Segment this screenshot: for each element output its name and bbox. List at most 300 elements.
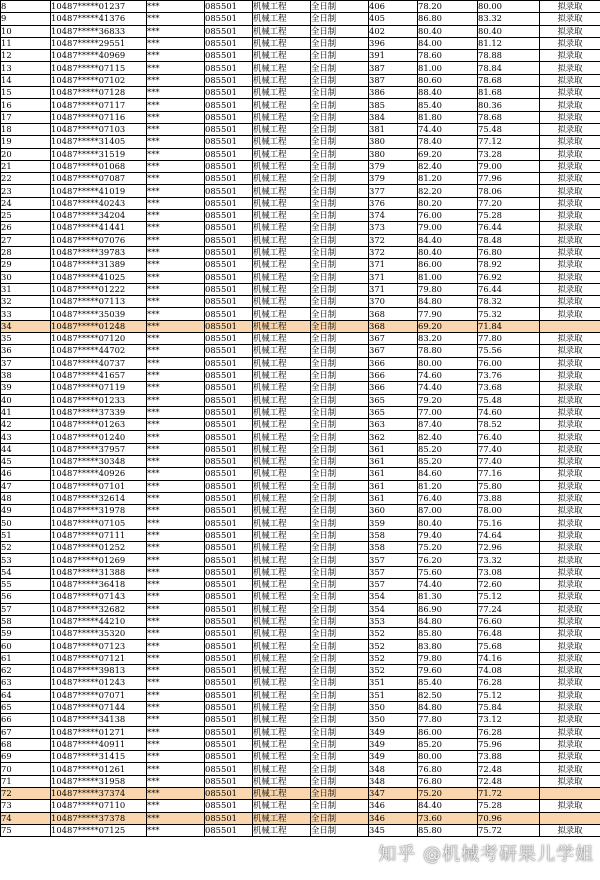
candidate-id-cell: 10487*****07144 <box>51 701 147 713</box>
row-index-cell: 26 <box>1 222 51 234</box>
candidate-name-cell: *** <box>147 455 205 467</box>
major-code-cell: 085501 <box>205 74 253 86</box>
watermark-text: 知乎 @机械考研果儿学姐 <box>378 844 594 865</box>
admission-result-cell: 拟录取 <box>540 751 600 763</box>
initial-score-cell: 366 <box>369 357 418 369</box>
row-index-cell: 68 <box>1 738 51 750</box>
table-row <box>1 431 600 443</box>
candidate-name-cell: *** <box>147 13 205 25</box>
admission-result-cell: 拟录取 <box>540 271 600 283</box>
candidate-id-cell: 10487*****31415 <box>51 751 147 763</box>
candidate-name-cell: *** <box>147 591 205 603</box>
retest-score-cell: 79.20 <box>418 394 478 406</box>
final-score-cell: 77.80 <box>478 333 540 345</box>
admission-result-cell: 拟录取 <box>540 1 600 13</box>
final-score-cell: 73.08 <box>478 566 540 578</box>
final-score-cell: 75.12 <box>478 591 540 603</box>
table-row <box>1 615 600 627</box>
final-score-cell: 78.92 <box>478 259 540 271</box>
study-mode-cell: 全日制 <box>311 74 369 86</box>
study-mode-cell: 全日制 <box>311 689 369 701</box>
candidate-name-cell: *** <box>147 738 205 750</box>
admission-result-cell: 拟录取 <box>540 382 600 394</box>
retest-score-cell: 78.20 <box>418 1 478 13</box>
table-row <box>1 369 600 381</box>
admission-result-cell: 拟录取 <box>540 800 600 812</box>
candidate-name-cell: *** <box>147 529 205 541</box>
major-name-cell: 机械工程 <box>253 1 311 13</box>
retest-score-cell: 73.60 <box>418 812 478 824</box>
candidate-id-cell: 10487*****37957 <box>51 443 147 455</box>
major-name-cell: 机械工程 <box>253 578 311 590</box>
initial-score-cell: 358 <box>369 529 418 541</box>
study-mode-cell: 全日制 <box>311 492 369 504</box>
study-mode-cell: 全日制 <box>311 788 369 800</box>
initial-score-cell: 354 <box>369 603 418 615</box>
admission-result-cell: 拟录取 <box>540 714 600 726</box>
major-code-cell: 085501 <box>205 689 253 701</box>
candidate-name-cell: *** <box>147 87 205 99</box>
major-name-cell: 机械工程 <box>253 357 311 369</box>
retest-score-cell: 80.20 <box>418 197 478 209</box>
study-mode-cell: 全日制 <box>311 148 369 160</box>
final-score-cell: 77.12 <box>478 136 540 148</box>
candidate-id-cell: 10487*****07123 <box>51 640 147 652</box>
major-name-cell: 机械工程 <box>253 738 311 750</box>
candidate-name-cell: *** <box>147 234 205 246</box>
study-mode-cell: 全日制 <box>311 468 369 480</box>
admission-result-cell: 拟录取 <box>540 542 600 554</box>
table-row <box>1 665 600 677</box>
candidate-name-cell: *** <box>147 185 205 197</box>
retest-score-cell: 80.40 <box>418 246 478 258</box>
admission-result-cell: 拟录取 <box>540 74 600 86</box>
admission-result-cell: 拟录取 <box>540 357 600 369</box>
initial-score-cell: 368 <box>369 320 418 332</box>
major-code-cell: 085501 <box>205 738 253 750</box>
major-code-cell: 085501 <box>205 173 253 185</box>
admission-result-cell: 拟录取 <box>540 517 600 529</box>
initial-score-cell: 359 <box>369 517 418 529</box>
final-score-cell: 75.80 <box>478 480 540 492</box>
major-name-cell: 机械工程 <box>253 603 311 615</box>
final-score-cell: 78.06 <box>478 185 540 197</box>
row-index-cell: 41 <box>1 406 51 418</box>
candidate-id-cell: 10487*****07119 <box>51 382 147 394</box>
final-score-cell: 75.56 <box>478 345 540 357</box>
row-index-cell: 66 <box>1 714 51 726</box>
major-code-cell: 085501 <box>205 369 253 381</box>
final-score-cell: 75.84 <box>478 701 540 713</box>
admission-result-cell: 拟录取 <box>540 689 600 701</box>
major-name-cell: 机械工程 <box>253 689 311 701</box>
candidate-id-cell: 10487*****37378 <box>51 812 147 824</box>
row-index-cell: 62 <box>1 665 51 677</box>
retest-score-cell: 74.40 <box>418 382 478 394</box>
candidate-name-cell: *** <box>147 357 205 369</box>
initial-score-cell: 345 <box>369 824 418 836</box>
table-row <box>1 99 600 111</box>
initial-score-cell: 385 <box>369 99 418 111</box>
retest-score-cell: 76.80 <box>418 775 478 787</box>
initial-score-cell: 361 <box>369 492 418 504</box>
candidate-id-cell: 10487*****44210 <box>51 615 147 627</box>
admission-result-cell: 拟录取 <box>540 492 600 504</box>
major-name-cell: 机械工程 <box>253 443 311 455</box>
retest-score-cell: 79.80 <box>418 652 478 664</box>
row-index-cell: 14 <box>1 74 51 86</box>
study-mode-cell: 全日制 <box>311 406 369 418</box>
table-row <box>1 13 600 25</box>
major-code-cell: 085501 <box>205 726 253 738</box>
retest-score-cell: 83.80 <box>418 640 478 652</box>
final-score-cell: 78.32 <box>478 296 540 308</box>
row-index-cell: 21 <box>1 160 51 172</box>
major-name-cell: 机械工程 <box>253 308 311 320</box>
major-name-cell: 机械工程 <box>253 701 311 713</box>
candidate-name-cell: *** <box>147 62 205 74</box>
initial-score-cell: 366 <box>369 369 418 381</box>
major-name-cell: 机械工程 <box>253 517 311 529</box>
major-code-cell: 085501 <box>205 111 253 123</box>
table-row <box>1 345 600 357</box>
initial-score-cell: 371 <box>369 259 418 271</box>
table-row <box>1 578 600 590</box>
candidate-id-cell: 10487*****01068 <box>51 160 147 172</box>
major-code-cell: 085501 <box>205 222 253 234</box>
candidate-name-cell: *** <box>147 788 205 800</box>
candidate-id-cell: 10487*****07117 <box>51 99 147 111</box>
row-index-cell: 63 <box>1 677 51 689</box>
study-mode-cell: 全日制 <box>311 345 369 357</box>
initial-score-cell: 357 <box>369 554 418 566</box>
major-code-cell: 085501 <box>205 87 253 99</box>
table-row <box>1 591 600 603</box>
initial-score-cell: 349 <box>369 726 418 738</box>
table-row <box>1 714 600 726</box>
row-index-cell: 54 <box>1 566 51 578</box>
retest-score-cell: 81.80 <box>418 111 478 123</box>
admission-result-cell: 拟录取 <box>540 136 600 148</box>
final-score-cell: 77.16 <box>478 468 540 480</box>
admission-result-cell: 拟录取 <box>540 468 600 480</box>
study-mode-cell: 全日制 <box>311 1 369 13</box>
row-index-cell: 43 <box>1 431 51 443</box>
candidate-name-cell: *** <box>147 566 205 578</box>
row-index-cell: 47 <box>1 480 51 492</box>
row-index-cell: 17 <box>1 111 51 123</box>
row-index-cell: 65 <box>1 701 51 713</box>
table-row <box>1 259 600 271</box>
final-score-cell: 75.68 <box>478 640 540 652</box>
initial-score-cell: 372 <box>369 234 418 246</box>
admission-result-cell: 拟录取 <box>540 591 600 603</box>
retest-score-cell: 77.90 <box>418 308 478 320</box>
admission-result-cell: 拟录取 <box>540 222 600 234</box>
row-index-cell: 39 <box>1 382 51 394</box>
retest-score-cell: 78.40 <box>418 136 478 148</box>
study-mode-cell: 全日制 <box>311 246 369 258</box>
admission-result-cell: 拟录取 <box>540 62 600 74</box>
initial-score-cell: 379 <box>369 173 418 185</box>
row-index-cell: 16 <box>1 99 51 111</box>
candidate-id-cell: 10487*****31978 <box>51 505 147 517</box>
major-name-cell: 机械工程 <box>253 320 311 332</box>
retest-score-cell: 86.90 <box>418 603 478 615</box>
major-code-cell: 085501 <box>205 320 253 332</box>
table-row <box>1 455 600 467</box>
candidate-name-cell: *** <box>147 320 205 332</box>
initial-score-cell: 406 <box>369 1 418 13</box>
candidate-name-cell: *** <box>147 333 205 345</box>
final-score-cell: 75.12 <box>478 689 540 701</box>
retest-score-cell: 88.40 <box>418 87 478 99</box>
major-name-cell: 机械工程 <box>253 259 311 271</box>
row-index-cell: 25 <box>1 210 51 222</box>
final-score-cell: 74.64 <box>478 529 540 541</box>
study-mode-cell: 全日制 <box>311 529 369 541</box>
retest-score-cell: 85.20 <box>418 738 478 750</box>
major-name-cell: 机械工程 <box>253 173 311 185</box>
admission-result-cell <box>540 788 600 800</box>
major-name-cell: 机械工程 <box>253 788 311 800</box>
final-score-cell: 73.12 <box>478 714 540 726</box>
study-mode-cell: 全日制 <box>311 775 369 787</box>
study-mode-cell: 全日制 <box>311 726 369 738</box>
study-mode-cell: 全日制 <box>311 210 369 222</box>
retest-score-cell: 84.40 <box>418 800 478 812</box>
candidate-id-cell: 10487*****01222 <box>51 283 147 295</box>
row-index-cell: 30 <box>1 271 51 283</box>
major-name-cell: 机械工程 <box>253 751 311 763</box>
candidate-name-cell: *** <box>147 517 205 529</box>
major-code-cell: 085501 <box>205 13 253 25</box>
candidate-name-cell: *** <box>147 394 205 406</box>
candidate-name-cell: *** <box>147 246 205 258</box>
admission-result-cell: 拟录取 <box>540 173 600 185</box>
major-name-cell: 机械工程 <box>253 197 311 209</box>
major-name-cell: 机械工程 <box>253 652 311 664</box>
major-name-cell: 机械工程 <box>253 74 311 86</box>
study-mode-cell: 全日制 <box>311 812 369 824</box>
candidate-name-cell: *** <box>147 468 205 480</box>
final-score-cell: 81.68 <box>478 87 540 99</box>
major-name-cell: 机械工程 <box>253 419 311 431</box>
major-name-cell: 机械工程 <box>253 505 311 517</box>
major-code-cell: 085501 <box>205 529 253 541</box>
study-mode-cell: 全日制 <box>311 665 369 677</box>
retest-score-cell: 79.40 <box>418 529 478 541</box>
admission-result-cell: 拟录取 <box>540 123 600 135</box>
major-name-cell: 机械工程 <box>253 50 311 62</box>
initial-score-cell: 362 <box>369 431 418 443</box>
final-score-cell: 76.44 <box>478 283 540 295</box>
major-code-cell: 085501 <box>205 210 253 222</box>
major-code-cell: 085501 <box>205 308 253 320</box>
candidate-id-cell: 10487*****41657 <box>51 369 147 381</box>
study-mode-cell: 全日制 <box>311 554 369 566</box>
table-row <box>1 443 600 455</box>
final-score-cell: 76.60 <box>478 615 540 627</box>
row-index-cell: 64 <box>1 689 51 701</box>
initial-score-cell: 384 <box>369 111 418 123</box>
table-row <box>1 406 600 418</box>
row-index-cell: 74 <box>1 812 51 824</box>
row-index-cell: 13 <box>1 62 51 74</box>
candidate-name-cell: *** <box>147 652 205 664</box>
table-row <box>1 210 600 222</box>
initial-score-cell: 349 <box>369 751 418 763</box>
admission-result-cell: 拟录取 <box>540 148 600 160</box>
final-score-cell: 80.36 <box>478 99 540 111</box>
major-code-cell: 085501 <box>205 333 253 345</box>
initial-score-cell: 368 <box>369 308 418 320</box>
final-score-cell: 75.32 <box>478 308 540 320</box>
candidate-name-cell: *** <box>147 123 205 135</box>
final-score-cell: 70.96 <box>478 812 540 824</box>
final-score-cell: 78.00 <box>478 505 540 517</box>
admission-result-cell: 拟录取 <box>540 701 600 713</box>
table-row <box>1 726 600 738</box>
study-mode-cell: 全日制 <box>311 505 369 517</box>
table-row <box>1 271 600 283</box>
candidate-id-cell: 10487*****29551 <box>51 37 147 49</box>
row-index-cell: 49 <box>1 505 51 517</box>
final-score-cell: 76.00 <box>478 357 540 369</box>
major-code-cell: 085501 <box>205 800 253 812</box>
table-body <box>1 1 600 837</box>
major-code-cell: 085501 <box>205 665 253 677</box>
retest-score-cell: 81.20 <box>418 480 478 492</box>
final-score-cell: 72.48 <box>478 763 540 775</box>
initial-score-cell: 361 <box>369 455 418 467</box>
admission-result-cell: 拟录取 <box>540 665 600 677</box>
row-index-cell: 55 <box>1 578 51 590</box>
table-row <box>1 542 600 554</box>
initial-score-cell: 348 <box>369 775 418 787</box>
retest-score-cell: 79.60 <box>418 665 478 677</box>
major-code-cell: 085501 <box>205 517 253 529</box>
candidate-name-cell: *** <box>147 308 205 320</box>
candidate-id-cell: 10487*****30348 <box>51 455 147 467</box>
candidate-name-cell: *** <box>147 677 205 689</box>
candidate-name-cell: *** <box>147 283 205 295</box>
major-code-cell: 085501 <box>205 345 253 357</box>
row-index-cell: 18 <box>1 123 51 135</box>
row-index-cell: 27 <box>1 234 51 246</box>
final-score-cell: 71.84 <box>478 320 540 332</box>
major-name-cell: 机械工程 <box>253 382 311 394</box>
study-mode-cell: 全日制 <box>311 222 369 234</box>
final-score-cell: 72.96 <box>478 542 540 554</box>
study-mode-cell: 全日制 <box>311 123 369 135</box>
candidate-name-cell: *** <box>147 345 205 357</box>
major-code-cell: 085501 <box>205 640 253 652</box>
candidate-id-cell: 10487*****41376 <box>51 13 147 25</box>
major-name-cell: 机械工程 <box>253 296 311 308</box>
row-index-cell: 9 <box>1 13 51 25</box>
major-code-cell: 085501 <box>205 123 253 135</box>
retest-score-cell: 81.20 <box>418 173 478 185</box>
retest-score-cell: 75.20 <box>418 542 478 554</box>
major-name-cell: 机械工程 <box>253 665 311 677</box>
study-mode-cell: 全日制 <box>311 25 369 37</box>
admission-result-cell: 拟录取 <box>540 308 600 320</box>
major-name-cell: 机械工程 <box>253 554 311 566</box>
final-score-cell: 76.48 <box>478 628 540 640</box>
initial-score-cell: 361 <box>369 443 418 455</box>
initial-score-cell: 387 <box>369 74 418 86</box>
study-mode-cell: 全日制 <box>311 357 369 369</box>
candidate-id-cell: 10487*****07110 <box>51 800 147 812</box>
row-index-cell: 24 <box>1 197 51 209</box>
candidate-id-cell: 10487*****01263 <box>51 419 147 431</box>
retest-score-cell: 86.80 <box>418 13 478 25</box>
study-mode-cell: 全日制 <box>311 603 369 615</box>
major-name-cell: 机械工程 <box>253 726 311 738</box>
major-code-cell: 085501 <box>205 628 253 640</box>
retest-score-cell: 85.40 <box>418 677 478 689</box>
candidate-name-cell: *** <box>147 197 205 209</box>
retest-score-cell: 80.00 <box>418 357 478 369</box>
table-row <box>1 136 600 148</box>
candidate-id-cell: 10487*****07105 <box>51 517 147 529</box>
final-score-cell: 76.80 <box>478 246 540 258</box>
admission-result-cell: 拟录取 <box>540 628 600 640</box>
admission-result-cell: 拟录取 <box>540 529 600 541</box>
row-index-cell: 59 <box>1 628 51 640</box>
candidate-name-cell: *** <box>147 50 205 62</box>
candidate-id-cell: 10487*****01237 <box>51 1 147 13</box>
admission-result-cell: 拟录取 <box>540 419 600 431</box>
study-mode-cell: 全日制 <box>311 763 369 775</box>
initial-score-cell: 405 <box>369 13 418 25</box>
retest-score-cell: 87.00 <box>418 505 478 517</box>
candidate-name-cell: *** <box>147 640 205 652</box>
candidate-name-cell: *** <box>147 25 205 37</box>
admission-result-cell: 拟录取 <box>540 160 600 172</box>
final-score-cell: 74.16 <box>478 652 540 664</box>
table-row <box>1 824 600 836</box>
retest-score-cell: 82.20 <box>418 185 478 197</box>
table-row <box>1 812 600 824</box>
initial-score-cell: 360 <box>369 505 418 517</box>
candidate-id-cell: 10487*****31389 <box>51 259 147 271</box>
candidate-id-cell: 10487*****07121 <box>51 652 147 664</box>
retest-score-cell: 85.80 <box>418 824 478 836</box>
row-index-cell: 58 <box>1 615 51 627</box>
initial-score-cell: 357 <box>369 566 418 578</box>
initial-score-cell: 373 <box>369 222 418 234</box>
row-index-cell: 38 <box>1 369 51 381</box>
initial-score-cell: 380 <box>369 148 418 160</box>
candidate-name-cell: *** <box>147 406 205 418</box>
retest-score-cell: 81.00 <box>418 62 478 74</box>
admission-result-cell: 拟录取 <box>540 505 600 517</box>
table-row <box>1 677 600 689</box>
initial-score-cell: 346 <box>369 800 418 812</box>
final-score-cell: 76.92 <box>478 271 540 283</box>
admission-result-cell: 拟录取 <box>540 652 600 664</box>
row-index-cell: 32 <box>1 296 51 308</box>
candidate-id-cell: 10487*****01240 <box>51 431 147 443</box>
retest-score-cell: 76.40 <box>418 492 478 504</box>
final-score-cell: 77.96 <box>478 173 540 185</box>
major-name-cell: 机械工程 <box>253 369 311 381</box>
major-name-cell: 机械工程 <box>253 123 311 135</box>
admission-result-cell: 拟录取 <box>540 603 600 615</box>
initial-score-cell: 370 <box>369 296 418 308</box>
